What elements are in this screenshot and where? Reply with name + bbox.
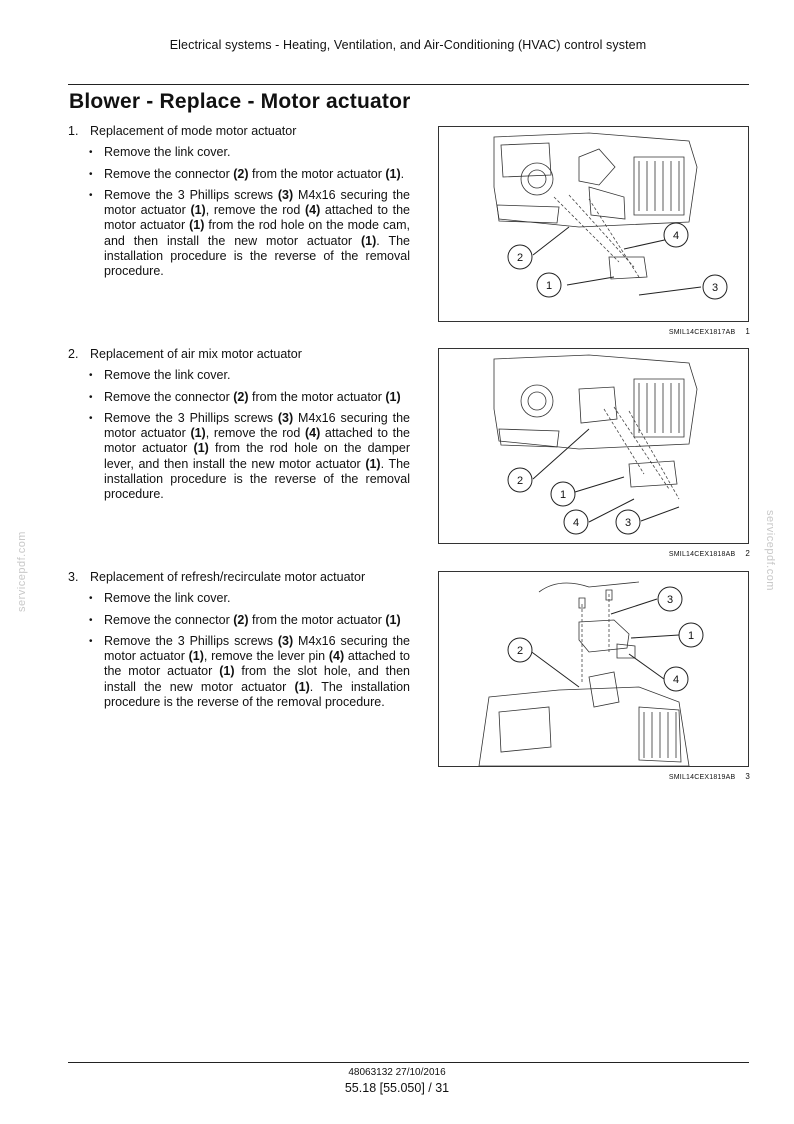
svg-text:2: 2 <box>516 645 524 657</box>
callout-3 <box>616 510 640 534</box>
step-1 <box>68 124 410 286</box>
bullet-text: Remove the link cover. <box>104 145 231 160</box>
callout-2 <box>508 245 532 269</box>
bullet-icon: • <box>89 614 93 626</box>
callout-1 <box>537 273 561 297</box>
step-heading: Replacement of refresh/recirculate motor actuator <box>90 570 366 584</box>
step-bullets <box>68 145 410 279</box>
bullet-item <box>68 634 410 710</box>
bullet-text: Remove the connector (2) from the motor actuator (1) <box>104 612 401 627</box>
bullet-item <box>68 390 410 405</box>
figure-1-illustration <box>438 126 749 322</box>
step-2 <box>68 347 410 509</box>
figure-number: 1 <box>745 327 750 336</box>
svg-text:3: 3 <box>666 594 674 606</box>
bullet-text: Remove the link cover. <box>104 368 231 383</box>
step-bullets <box>68 591 410 710</box>
svg-text:4: 4 <box>572 517 580 529</box>
bullet-item <box>68 613 410 628</box>
step-number: 3. <box>68 570 79 584</box>
page-title: Blower - Replace - Motor actuator <box>69 90 411 113</box>
figure-number: 2 <box>745 549 750 558</box>
watermark-left: servicepdf.com <box>16 531 28 612</box>
bullet-item <box>68 591 410 606</box>
bullet-item <box>68 188 410 280</box>
footer-doc-code: 48063132 27/10/2016 <box>348 1067 446 1078</box>
bullet-text: Remove the connector (2) from the motor actuator (1) <box>104 389 401 404</box>
figure-code: SMIL14CEX1817AB <box>668 329 736 336</box>
step-heading: Replacement of mode motor actuator <box>90 124 297 138</box>
figure-1-caption <box>600 327 750 336</box>
callout-1 <box>679 623 703 647</box>
callout-4 <box>664 667 688 691</box>
bullet-icon: • <box>89 189 93 201</box>
svg-text:3: 3 <box>624 517 632 529</box>
svg-text:4: 4 <box>672 230 680 242</box>
header-rule <box>68 84 749 85</box>
bullet-text: Remove the connector (2) from the motor actuator (1). <box>104 166 405 181</box>
figure-code: SMIL14CEX1819AB <box>668 774 736 781</box>
footer-rule <box>68 1062 749 1063</box>
svg-text:3: 3 <box>711 282 719 294</box>
svg-text:1: 1 <box>559 489 567 501</box>
figure-3-illustration <box>438 571 749 767</box>
svg-text:1: 1 <box>687 630 695 642</box>
bullet-icon: • <box>89 412 93 424</box>
bullet-text: Remove the 3 Phillips screws (3) M4x16 securing the motor actuator (1), remove the rod (4) attached to the motor actuator (1) from the rod hole on the mode cam, and then install the new motor actuator (1). The installation procedure is the reverse of the removal procedure. <box>104 187 411 279</box>
bullet-icon: • <box>89 391 93 403</box>
callout-2 <box>508 638 532 662</box>
callout-2 <box>508 468 532 492</box>
callout-1 <box>551 482 575 506</box>
step-number: 2. <box>68 347 79 361</box>
figure-code: SMIL14CEX1818AB <box>668 551 736 558</box>
figure-2-illustration <box>438 348 749 544</box>
step-heading: Replacement of air mix motor actuator <box>90 347 302 361</box>
callout-4 <box>564 510 588 534</box>
bullet-item <box>68 145 410 160</box>
step-3 <box>68 570 410 716</box>
bullet-item <box>68 411 410 503</box>
svg-text:2: 2 <box>516 475 524 487</box>
watermark-right: servicepdf.com <box>764 510 776 591</box>
bullet-icon: • <box>89 147 93 159</box>
step-number: 1. <box>68 124 79 138</box>
callout-3 <box>658 587 682 611</box>
step-bullets <box>68 368 410 502</box>
footer-page-number: 55.18 [55.050] / 31 <box>344 1081 450 1095</box>
bullet-item <box>68 368 410 383</box>
bullet-item <box>68 167 410 182</box>
bullet-icon: • <box>89 370 93 382</box>
bullet-icon: • <box>89 593 93 605</box>
figure-2-caption <box>600 549 750 558</box>
bullet-icon: • <box>89 635 93 647</box>
svg-text:4: 4 <box>672 674 680 686</box>
figure-number: 3 <box>745 772 750 781</box>
svg-text:1: 1 <box>545 280 553 292</box>
bullet-text: Remove the link cover. <box>104 591 231 606</box>
svg-text:2: 2 <box>516 252 524 264</box>
bullet-text: Remove the 3 Phillips screws (3) M4x16 securing the motor actuator (1), remove the lever pin (4) attached to the motor actuator (1) from the slot hole, and then install the new motor actuator (1). The installation procedure is the reverse of the removal procedure. <box>104 633 411 710</box>
callout-3 <box>703 275 727 299</box>
running-header: Electrical systems - Heating, Ventilation, and Air-Conditioning (HVAC) control system <box>169 38 647 52</box>
callout-4 <box>664 223 688 247</box>
bullet-icon: • <box>89 168 93 180</box>
figure-3-caption <box>600 772 750 781</box>
bullet-text: Remove the 3 Phillips screws (3) M4x16 securing the motor actuator (1), remove the rod (4) attached to the motor actuator (1) from the rod hole on the damper lever, and then install the new motor actuator (1). The installation procedure is the reverse of the removal procedure. <box>104 410 411 502</box>
